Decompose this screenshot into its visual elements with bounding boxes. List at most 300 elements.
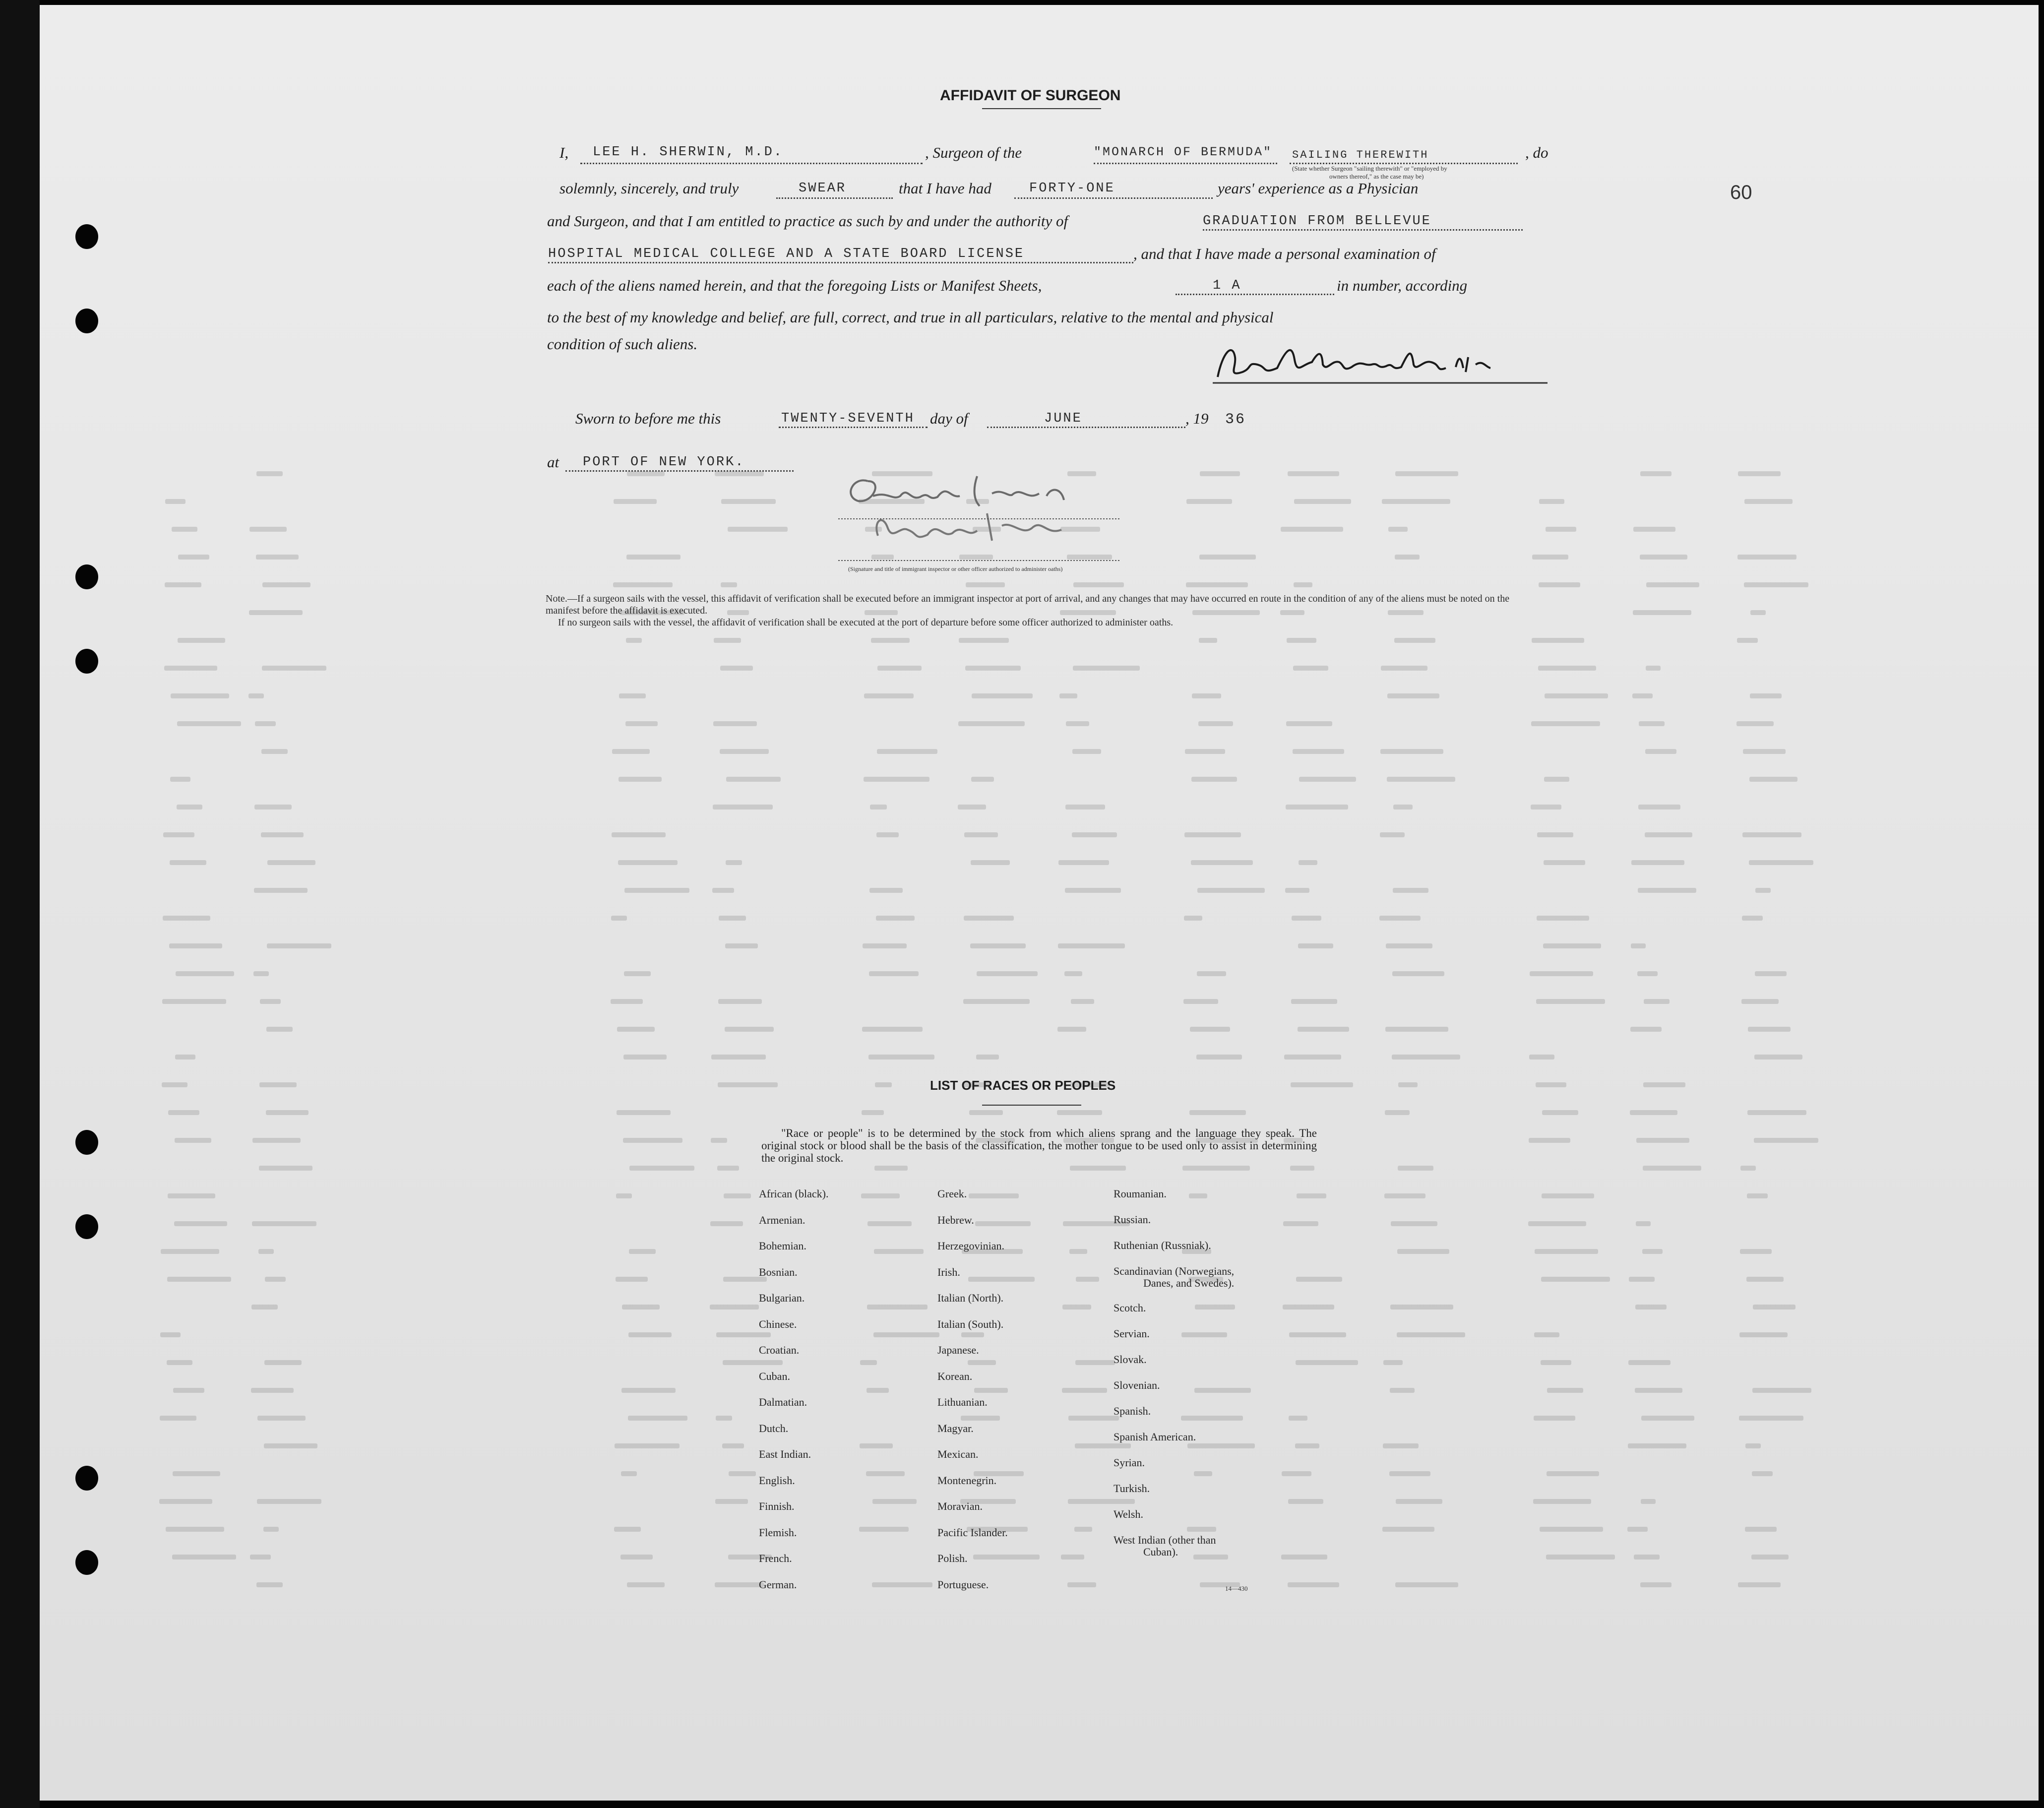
bleed-through-mark	[972, 693, 1033, 698]
bleed-through-mark	[1065, 888, 1121, 893]
bleed-through-mark	[864, 777, 929, 782]
bleed-through-mark	[1380, 832, 1405, 837]
bleed-through-mark	[1630, 1110, 1677, 1115]
bleed-through-mark	[1198, 721, 1233, 726]
bleed-through-mark	[1636, 1138, 1689, 1143]
bleed-through-mark	[1741, 999, 1779, 1004]
bleed-through-mark	[250, 1555, 271, 1559]
race-item: Herzegovinian.	[937, 1240, 1004, 1252]
bleed-through-mark	[1181, 1416, 1243, 1421]
bleed-through-mark	[165, 582, 201, 587]
bleed-through-mark	[1631, 860, 1684, 865]
bleed-through-mark	[729, 1471, 756, 1476]
bleed-through-mark	[1294, 582, 1312, 587]
bleed-through-mark	[1386, 943, 1432, 948]
bleed-through-mark	[1537, 832, 1573, 837]
authority-text: HOSPITAL MEDICAL COLLEGE AND A STATE BOARD LICENSE	[548, 247, 1025, 261]
race-item: Japanese.	[937, 1344, 979, 1356]
bleed-through-mark	[1638, 888, 1696, 893]
bleed-through-mark	[1641, 1499, 1656, 1504]
bleed-through-mark	[1542, 1193, 1594, 1198]
bleed-through-mark	[249, 527, 287, 532]
bleed-through-mark	[1057, 1027, 1086, 1032]
bleed-through-mark	[1645, 832, 1692, 837]
bleed-through-mark	[1070, 1166, 1126, 1171]
bleed-through-mark	[1631, 943, 1646, 948]
bleed-through-mark	[175, 1138, 211, 1143]
bleed-through-mark	[718, 1082, 778, 1087]
bleed-through-mark	[1383, 1443, 1419, 1448]
bleed-through-mark	[1739, 1416, 1803, 1421]
bleed-through-mark	[1385, 1110, 1410, 1115]
bleed-through-mark	[726, 860, 742, 865]
race-item: Scotch.	[1114, 1302, 1146, 1314]
bleed-through-mark	[169, 943, 222, 948]
bleed-through-mark	[1737, 638, 1758, 643]
bleed-through-mark	[869, 971, 919, 976]
bleed-through-mark	[1068, 1416, 1119, 1421]
bleed-through-mark	[716, 1332, 771, 1337]
bleed-through-mark	[868, 1055, 934, 1060]
affidavit-text: that I have had	[899, 180, 991, 197]
race-item: West Indian (other than	[1114, 1534, 1216, 1546]
bleed-through-mark	[629, 1166, 694, 1171]
bleed-through-mark	[624, 971, 651, 976]
bleed-through-mark	[977, 971, 1038, 976]
fill-line	[1014, 197, 1213, 199]
fill-line	[565, 470, 794, 472]
race-item: Cuban).	[1143, 1546, 1178, 1558]
bleed-through-mark	[1185, 749, 1225, 754]
affidavit-text: , do	[1525, 144, 1548, 161]
bleed-through-mark	[1628, 1360, 1671, 1365]
bleed-through-mark	[716, 1416, 732, 1421]
bleed-through-mark	[969, 1193, 1019, 1198]
bleed-through-mark	[1745, 1527, 1777, 1532]
bleed-through-mark	[715, 471, 764, 476]
bleed-through-mark	[1069, 1249, 1087, 1254]
bleed-through-mark	[728, 527, 788, 532]
bleed-through-mark	[964, 916, 1014, 921]
bleed-through-mark	[1187, 1443, 1255, 1448]
race-item: Turkish.	[1114, 1482, 1150, 1495]
bleed-through-mark	[1064, 971, 1082, 976]
bleed-through-mark	[1288, 1499, 1323, 1504]
race-item: Greek.	[937, 1187, 967, 1200]
bleed-through-mark	[710, 1221, 743, 1226]
bleed-through-mark	[1058, 943, 1125, 948]
affidavit-text: day of	[930, 410, 968, 427]
bleed-through-mark	[1545, 693, 1608, 698]
affidavit-text: , Surgeon of the	[925, 144, 1022, 161]
bleed-through-mark	[1738, 471, 1781, 476]
bleed-through-mark	[1747, 1110, 1806, 1115]
bleed-through-mark	[1382, 499, 1450, 504]
race-item: East Indian.	[759, 1448, 811, 1460]
bleed-through-mark	[1749, 860, 1813, 865]
bleed-through-mark	[627, 471, 665, 476]
bleed-through-mark	[1380, 749, 1443, 754]
bleed-through-mark	[713, 721, 757, 726]
bleed-through-mark	[627, 1582, 665, 1587]
bleed-through-mark	[618, 860, 678, 865]
bleed-through-mark	[1197, 971, 1226, 976]
bleed-through-mark	[264, 1443, 317, 1448]
bleed-through-mark	[626, 555, 681, 560]
bleed-through-mark	[254, 888, 308, 893]
bleed-through-mark	[1394, 638, 1435, 643]
bleed-through-mark	[1379, 916, 1421, 921]
bleed-through-mark	[1639, 721, 1665, 726]
punch-hole	[75, 564, 98, 589]
race-item: Slovenian.	[1114, 1379, 1160, 1391]
bleed-through-mark	[1057, 1110, 1102, 1115]
race-item: Portuguese.	[937, 1578, 989, 1591]
form-number: 14—430	[1225, 1585, 1248, 1592]
bleed-through-mark	[1075, 1443, 1131, 1448]
bleed-through-mark	[721, 582, 737, 587]
bleed-through-mark	[1062, 1305, 1091, 1309]
bleed-through-mark	[875, 1082, 892, 1087]
bleed-through-mark	[262, 666, 326, 671]
bleed-through-mark	[624, 888, 689, 893]
bleed-through-mark	[1296, 1360, 1358, 1365]
fill-line	[987, 427, 1185, 428]
bleed-through-mark	[611, 916, 627, 921]
bleed-through-mark	[958, 721, 1025, 726]
bleed-through-mark	[1532, 638, 1584, 643]
bleed-through-mark	[175, 1055, 195, 1060]
page-number: 60	[1730, 182, 1752, 203]
race-item: Lithuanian.	[937, 1396, 988, 1408]
affidavit-text: to the best of my knowledge and belief, are full, correct, and true in all particulars, relative to the mental and physical	[547, 309, 1274, 326]
bleed-through-mark	[1290, 1166, 1314, 1171]
bleed-through-mark	[173, 1388, 204, 1393]
bleed-through-mark	[1065, 805, 1105, 810]
bleed-through-mark	[1542, 1110, 1578, 1115]
affidavit-text: at	[547, 453, 559, 471]
bleed-through-mark	[1192, 693, 1221, 698]
bleed-through-mark	[874, 1249, 924, 1254]
bleed-through-mark	[256, 1582, 283, 1587]
race-item: Syrian.	[1114, 1456, 1145, 1469]
fill-line	[1094, 163, 1277, 164]
bleed-through-mark	[1298, 943, 1333, 948]
bleed-through-mark	[623, 1138, 682, 1143]
bleed-through-mark	[1536, 999, 1605, 1004]
bleed-through-mark	[1068, 1499, 1135, 1504]
bleed-through-mark	[248, 693, 264, 698]
race-item: Irish.	[937, 1265, 960, 1278]
bleed-through-mark	[1075, 1360, 1115, 1365]
bleed-through-mark	[1385, 1027, 1448, 1032]
bleed-through-mark	[876, 832, 899, 837]
fill-line	[1203, 229, 1523, 231]
bleed-through-mark	[1395, 471, 1458, 476]
title-rule	[982, 1105, 1081, 1106]
bleed-through-mark	[621, 1388, 676, 1393]
bleed-through-mark	[1072, 832, 1117, 837]
bleed-through-mark	[617, 1110, 671, 1115]
bleed-through-mark	[1285, 888, 1309, 893]
bleed-through-mark	[168, 1110, 199, 1115]
bleed-through-mark	[1628, 1443, 1686, 1448]
bleed-through-mark	[961, 1332, 984, 1337]
bleed-through-mark	[1299, 860, 1317, 865]
bleed-through-mark	[710, 1305, 759, 1309]
authority-text: GRADUATION FROM BELLEVUE	[1203, 214, 1431, 229]
bleed-through-mark	[1641, 1416, 1694, 1421]
bleed-through-mark	[253, 971, 269, 976]
bleed-through-mark	[1742, 832, 1801, 837]
bleed-through-mark	[1293, 749, 1344, 754]
bleed-through-mark	[625, 721, 658, 726]
bleed-through-mark	[963, 999, 1030, 1004]
bleed-through-mark	[1383, 1360, 1403, 1365]
bleed-through-mark	[1200, 471, 1240, 476]
bleed-through-mark	[1544, 860, 1585, 865]
bleed-through-mark	[1544, 777, 1569, 782]
bleed-through-mark	[255, 721, 276, 726]
bleed-through-mark	[1199, 555, 1256, 560]
bleed-through-mark	[1629, 1277, 1655, 1282]
bleed-through-mark	[1286, 805, 1348, 810]
bleed-through-mark	[1066, 721, 1089, 726]
bleed-through-mark	[1186, 499, 1232, 504]
bleed-through-mark	[723, 1360, 783, 1365]
bleed-through-mark	[612, 832, 666, 837]
bleed-through-mark	[1744, 499, 1793, 504]
bleed-through-mark	[614, 499, 657, 504]
bleed-through-mark	[965, 666, 1021, 671]
bleed-through-mark	[859, 1527, 909, 1532]
race-item: Dutch.	[759, 1422, 789, 1434]
bleed-through-mark	[1632, 693, 1653, 698]
bleed-through-mark	[259, 1082, 297, 1087]
bleed-through-mark	[1397, 1249, 1449, 1254]
bleed-through-mark	[1287, 638, 1316, 643]
bleed-through-mark	[1747, 1193, 1768, 1198]
bleed-through-mark	[1634, 1555, 1660, 1559]
bleed-through-mark	[1755, 888, 1771, 893]
bleed-through-mark	[1076, 1277, 1099, 1282]
bleed-through-mark	[1739, 1332, 1788, 1337]
races-title: LIST OF RACES OR PEOPLES	[930, 1078, 1116, 1093]
bleed-through-mark	[1643, 1166, 1701, 1171]
bleed-through-mark	[1754, 1055, 1802, 1060]
bleed-through-mark	[1382, 1527, 1434, 1532]
bleed-through-mark	[1737, 555, 1796, 560]
surgeon-name: LEE H. SHERWIN, M.D.	[593, 145, 784, 160]
bleed-through-mark	[1538, 666, 1596, 671]
race-item: Roumanian.	[1114, 1187, 1167, 1200]
bleed-through-mark	[261, 832, 304, 837]
bleed-through-mark	[1197, 888, 1265, 893]
bleed-through-mark	[1282, 1471, 1311, 1476]
surgeon-note: If no surgeon sails with the vessel, the affidavit of verification shall be executed at the port of departure before some officer authorized to administer oaths.	[558, 617, 1174, 628]
bleed-through-mark	[722, 1443, 744, 1448]
bleed-through-mark	[721, 499, 776, 504]
bleed-through-mark	[1187, 1527, 1216, 1532]
bleed-through-mark	[1546, 1555, 1615, 1559]
sheet-count: 1 A	[1213, 278, 1241, 293]
race-item: Magyar.	[937, 1422, 974, 1434]
bleed-through-mark	[264, 1360, 302, 1365]
bleed-through-mark	[1384, 1193, 1425, 1198]
race-item: Chinese.	[759, 1317, 797, 1330]
fill-line	[580, 163, 923, 164]
bleed-through-mark	[867, 1305, 928, 1309]
bleed-through-mark	[1744, 582, 1808, 587]
bleed-through-mark	[1528, 1221, 1586, 1226]
race-item: Italian (South).	[937, 1317, 1004, 1330]
bleed-through-mark	[713, 805, 773, 810]
punch-hole	[75, 1130, 98, 1155]
bleed-through-mark	[966, 582, 1005, 587]
race-item: Spanish American.	[1114, 1431, 1196, 1443]
affidavit-title: AFFIDAVIT OF SURGEON	[940, 87, 1121, 104]
race-item: German.	[759, 1578, 797, 1591]
bleed-through-mark	[260, 999, 281, 1004]
bleed-through-mark	[1636, 1221, 1651, 1226]
bleed-through-mark	[167, 1360, 192, 1365]
bleed-through-mark	[1296, 1277, 1342, 1282]
bleed-through-mark	[160, 1416, 196, 1421]
bleed-through-mark	[1191, 860, 1253, 865]
bleed-through-mark	[1398, 1166, 1433, 1171]
bleed-through-mark	[1189, 1193, 1207, 1198]
bleed-through-mark	[1292, 916, 1321, 921]
race-item: Russian.	[1114, 1213, 1151, 1226]
bleed-through-mark	[1630, 1027, 1662, 1032]
bleed-through-mark	[1752, 1471, 1773, 1476]
race-item: Polish.	[937, 1552, 968, 1564]
bleed-through-mark	[1297, 1193, 1326, 1198]
bleed-through-mark	[971, 777, 994, 782]
bleed-through-mark	[867, 1221, 912, 1226]
bleed-through-mark	[252, 1138, 301, 1143]
bleed-through-mark	[177, 721, 241, 726]
bleed-through-mark	[975, 1221, 1031, 1226]
bleed-through-mark	[862, 1110, 884, 1115]
races-intro: "Race or people" is to be determined by the stock from which aliens sprang and the language they speak. The original stock or blood shall be the basis of the classification, the mother tongue to be used only to assist in determining the original stock.	[761, 1127, 1317, 1164]
fill-line	[776, 197, 893, 199]
bleed-through-mark	[959, 638, 1009, 643]
bleed-through-mark	[1395, 1582, 1458, 1587]
race-item: Dalmatian.	[759, 1396, 807, 1408]
bleed-through-mark	[619, 777, 662, 782]
oath-type: SWEAR	[799, 181, 847, 196]
race-item: Croatian.	[759, 1344, 800, 1356]
affidavit-text: condition of such aliens.	[547, 335, 698, 353]
bleed-through-mark	[614, 1527, 641, 1532]
fill-line	[1176, 294, 1334, 295]
bleed-through-mark	[1643, 1082, 1685, 1087]
sworn-place: PORT OF NEW YORK.	[583, 455, 745, 470]
bleed-through-mark	[1073, 666, 1140, 671]
race-item: Slovak.	[1114, 1353, 1147, 1366]
bleed-through-mark	[629, 1249, 656, 1254]
bleed-through-mark	[1067, 1582, 1096, 1587]
bleed-through-mark	[176, 971, 234, 976]
race-item: Spanish.	[1114, 1405, 1151, 1417]
fill-line	[779, 427, 928, 428]
bleed-through-mark	[1196, 1055, 1242, 1060]
sailing-note: (State whether Surgeon "sailing therewith" or "employed by	[1292, 165, 1447, 172]
bleed-through-mark	[256, 471, 283, 476]
bleed-through-mark	[1530, 971, 1593, 976]
bleed-through-mark	[1529, 1138, 1570, 1143]
race-item: Bosnian.	[759, 1265, 798, 1278]
sailing-status: SAILING THEREWITH	[1292, 149, 1429, 161]
bleed-through-mark	[1531, 721, 1600, 726]
binding-margin	[0, 0, 40, 1808]
race-item: Scandinavian (Norwegians,	[1114, 1265, 1235, 1277]
bleed-through-mark	[961, 1416, 1000, 1421]
bleed-through-mark	[1531, 805, 1561, 810]
surgeon-signature	[1213, 337, 1550, 387]
bleed-through-mark	[617, 1027, 655, 1032]
race-item: Servian.	[1114, 1327, 1150, 1340]
race-item: Cuban.	[759, 1370, 790, 1382]
bleed-through-mark	[970, 943, 1026, 948]
bleed-through-mark	[1392, 1055, 1460, 1060]
bleed-through-mark	[1535, 1249, 1598, 1254]
bleed-through-mark	[726, 777, 781, 782]
bleed-through-mark	[266, 1110, 309, 1115]
bleed-through-mark	[1546, 527, 1576, 532]
bleed-through-mark	[715, 1582, 764, 1587]
bleed-through-mark	[622, 1305, 660, 1309]
bleed-through-mark	[1397, 1332, 1465, 1337]
bleed-through-mark	[974, 1388, 1008, 1393]
bleed-through-mark	[611, 999, 643, 1004]
bleed-through-mark	[718, 999, 762, 1004]
bleed-through-mark	[178, 638, 225, 643]
race-item: Mexican.	[937, 1448, 979, 1460]
bleed-through-mark	[257, 1416, 306, 1421]
bleed-through-mark	[1633, 527, 1675, 532]
bleed-through-mark	[172, 1555, 236, 1559]
affidavit-text: , 19	[1185, 410, 1209, 427]
bleed-through-mark	[1071, 999, 1094, 1004]
bleed-through-mark	[1749, 777, 1797, 782]
bleed-through-mark	[160, 1332, 181, 1337]
bleed-through-mark	[712, 888, 734, 893]
bleed-through-mark	[860, 1443, 893, 1448]
bleed-through-mark	[1537, 916, 1589, 921]
inspector-caption: (Signature and title of immigrant inspector or other officer authorized to administer oaths)	[848, 565, 1063, 572]
bleed-through-mark	[1534, 1332, 1559, 1337]
bleed-through-mark	[168, 1193, 215, 1198]
bleed-through-mark	[717, 1166, 739, 1171]
race-item: Flemish.	[759, 1526, 797, 1539]
bleed-through-mark	[1396, 1499, 1442, 1504]
bleed-through-mark	[867, 1388, 889, 1393]
bleed-through-mark	[861, 1193, 900, 1198]
bleed-through-mark	[1751, 1555, 1789, 1559]
bleed-through-mark	[1194, 1471, 1212, 1476]
bleed-through-mark	[261, 749, 288, 754]
race-item: Montenegrin.	[937, 1474, 997, 1487]
bleed-through-mark	[1534, 1416, 1575, 1421]
bleed-through-mark	[1752, 1388, 1811, 1393]
bleed-through-mark	[251, 1305, 278, 1309]
bleed-through-mark	[1186, 582, 1248, 587]
bleed-through-mark	[711, 1055, 766, 1060]
race-item: Moravian.	[937, 1500, 983, 1512]
bleed-through-mark	[1283, 1221, 1318, 1226]
